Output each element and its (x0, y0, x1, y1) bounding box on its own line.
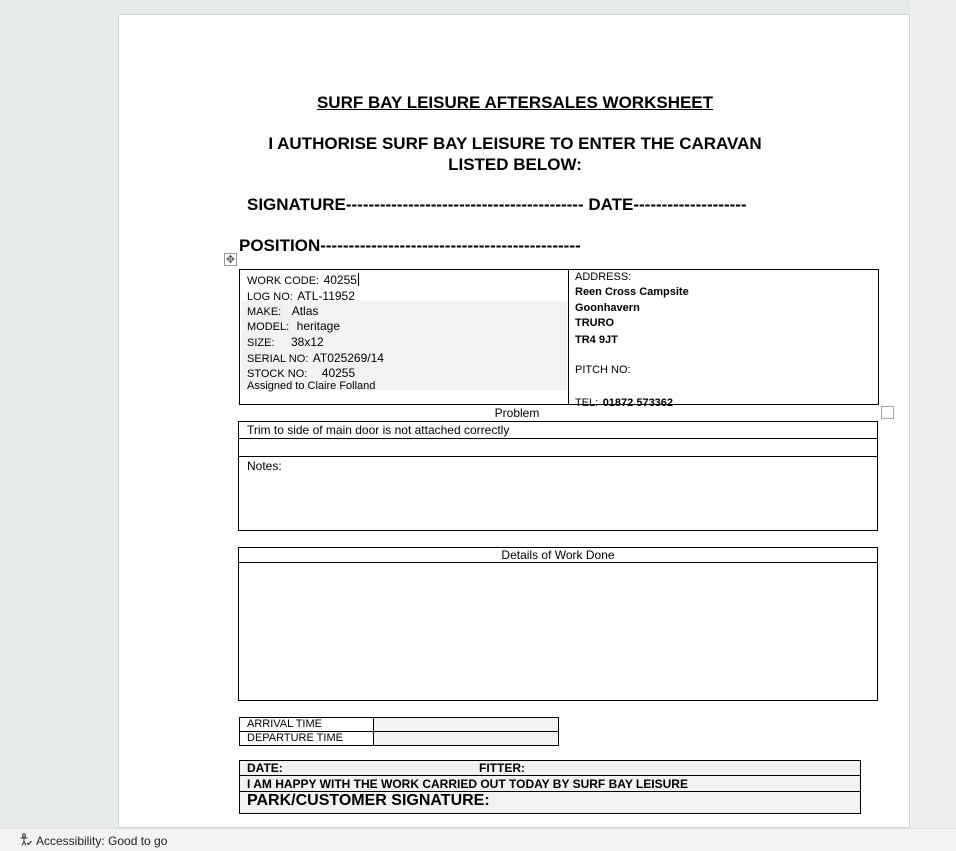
model-value[interactable]: heritage (296, 319, 341, 333)
customer-signoff-table (239, 760, 861, 814)
work-code-label: WORK CODE: (247, 275, 320, 287)
authorisation-line-1: I AUTHORISE SURF BAY LEISURE TO ENTER THE CARAVAN (268, 134, 762, 153)
signoff-date-label[interactable]: DATE: (247, 761, 283, 775)
address-line-3[interactable]: TRURO (575, 317, 615, 329)
departure-time-field[interactable] (374, 732, 558, 745)
size-value[interactable]: 38x12 (290, 335, 324, 349)
make-label: MAKE: (247, 306, 282, 318)
tel-value[interactable]: 01872 573362 (602, 397, 674, 409)
problem-checkbox[interactable] (881, 406, 894, 419)
authorisation-line-2: LISTED BELOW: (448, 155, 582, 174)
problem-row-divider (239, 438, 877, 439)
problem-table (238, 421, 878, 531)
work-done-divider (239, 562, 877, 563)
pitch-no-label[interactable]: PITCH NO: (575, 364, 631, 376)
table-move-handle-icon[interactable]: ✥ (225, 254, 236, 266)
status-bar (0, 828, 956, 851)
arrival-time-label: ARRIVAL TIME (247, 718, 322, 730)
log-no-label: LOG NO: (247, 291, 293, 303)
problem-heading: Problem (494, 406, 540, 420)
work-done-table (238, 547, 878, 701)
address-line-1[interactable]: Reen Cross Campsite (575, 286, 689, 298)
caravan-details-table (239, 269, 879, 409)
signoff-fitter-label[interactable]: FITTER: (479, 761, 525, 775)
worksheet-title: SURF BAY LEISURE AFTERSALES WORKSHEET (316, 93, 714, 112)
table-divider (568, 270, 569, 404)
log-no-value[interactable]: ATL-11952 (297, 289, 355, 303)
departure-time-label: DEPARTURE TIME (247, 732, 343, 744)
accessibility-status[interactable]: Accessibility: Good to go (36, 834, 168, 848)
tel-label: TEL: (575, 397, 599, 409)
customer-signature-label[interactable]: PARK/CUSTOMER SIGNATURE: (247, 792, 490, 809)
assigned-to[interactable]: Assigned to Claire Folland (247, 380, 376, 392)
document-area-right-gutter (910, 0, 956, 828)
serial-no-label: SERIAL NO: (247, 353, 309, 365)
text-cursor (358, 273, 359, 286)
stock-no-value[interactable]: 40255 (321, 366, 356, 380)
notes-row-divider (239, 456, 877, 457)
address-line-4[interactable]: TR4 9JT (575, 334, 618, 346)
position-line: POSITION---------------------------------------------- (239, 236, 581, 255)
satisfaction-statement: I AM HAPPY WITH THE WORK CARRIED OUT TODAY BY SURF BAY LEISURE (247, 777, 688, 791)
problem-description[interactable]: Trim to side of main door is not attached correctly (247, 423, 510, 437)
signature-date-line: SIGNATURE------------------------------------------ DATE-------------------- (247, 195, 747, 214)
make-value[interactable]: Atlas (291, 304, 319, 318)
model-label: MODEL: (247, 321, 290, 333)
serial-no-value[interactable]: AT025269/14 (312, 351, 384, 365)
work-done-heading: Details of Work Done (501, 548, 615, 562)
authorisation-statement (119, 133, 911, 175)
stock-no-label: STOCK NO: (247, 368, 308, 380)
times-table (239, 717, 559, 746)
arrival-time-field[interactable] (374, 718, 558, 731)
notes-label[interactable]: Notes: (247, 459, 282, 473)
size-label: SIZE: (247, 337, 275, 349)
signoff-divider-1 (240, 775, 860, 776)
address-line-2[interactable]: Goonhavern (575, 302, 640, 314)
work-code-value[interactable]: 40255 (323, 273, 357, 287)
address-label: ADDRESS: (575, 271, 632, 283)
accessibility-check-icon[interactable] (19, 833, 33, 847)
document-page[interactable] (118, 14, 910, 828)
